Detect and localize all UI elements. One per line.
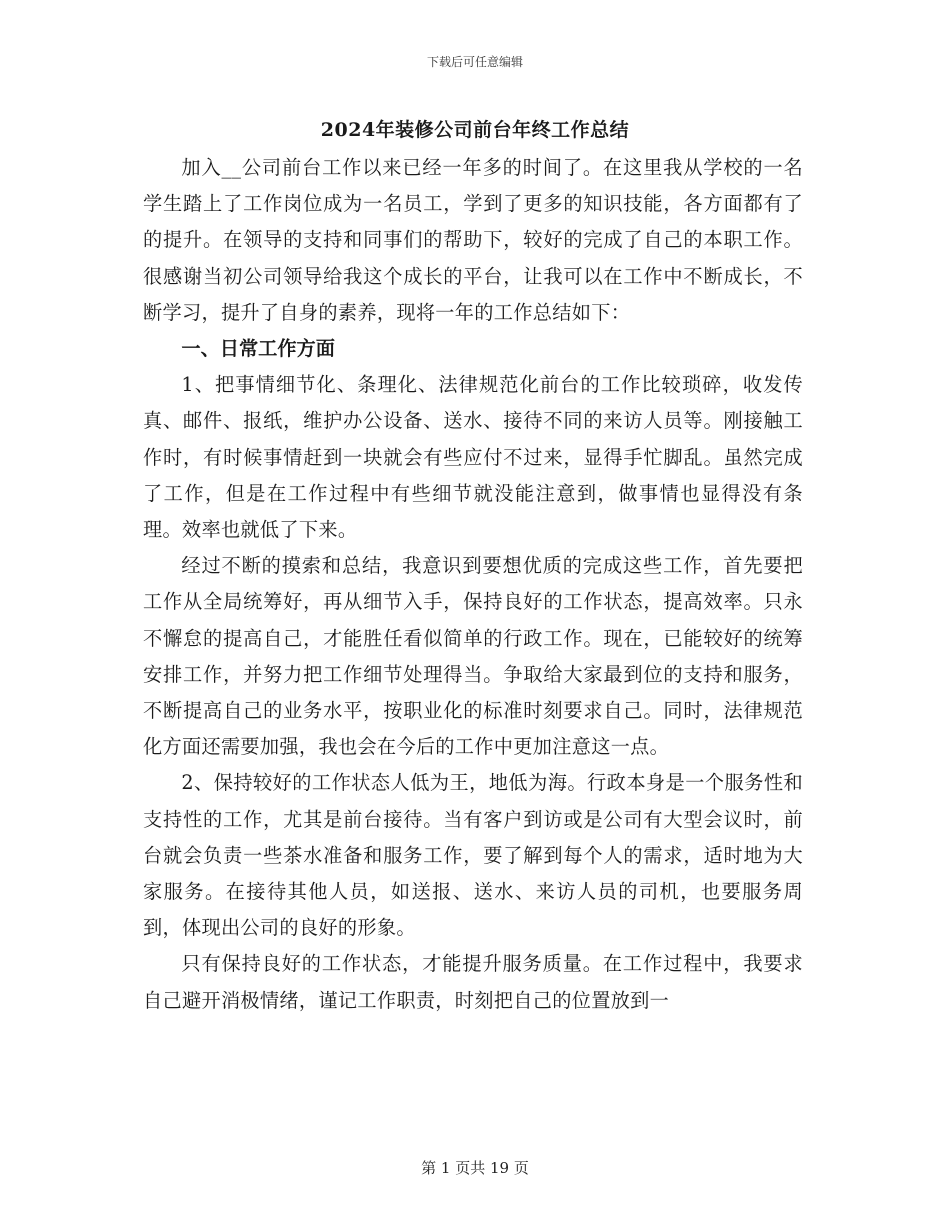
document-title: 2024年装修公司前台年终工作总结: [320, 119, 630, 141]
paragraph-service-quality: 只有保持良好的工作状态，才能提升服务质量。在工作过程中，我要求自己避开消极情绪，谨记工作职责，时刻把自己的位置放到一: [143, 952, 803, 1012]
paragraph-work-state: 2、保持较好的工作状态人低为王，地低为海。行政本身是一个服务性和支持性的工作，尤其是前台接待。当有客户到访或是公司有大型会议时，前台就会负责一些茶水准备和服务工作，要了解到每个人的需求，适时地为大家服务。在接待其他人员，如送报、送水、来访人员的司机，也要服务周到，体现出公司的良好的形象。: [143, 771, 803, 940]
paragraph-intro: 加入__公司前台工作以来已经一年多的时间了。在这里我从学校的一名学生踏上了工作岗位成为一名员工，学到了更多的知识技能，各方面都有了的提升。在领导的支持和同事们的帮助下，较好的完成了自己的本职工作。很感谢当初公司领导给我这个成长的平台，让我可以在工作中不断成长，不断学习，提升了自身的素养，现将一年的工作总结如下：: [143, 156, 803, 324]
paragraph-summary-improvement: 经过不断的摸索和总结，我意识到要想优质的完成这些工作，首先要把工作从全局统筹好，再从细节入手，保持良好的工作状态，提高效率。只永不懈怠的提高自己，才能胜任看似简单的行政工作。现在，已能较好的统筹安排工作，并努力把工作细节处理得当。争取给大家最到位的支持和服务，不断提高自己的业务水平，按职业化的标准时刻要求自己。同时，法律规范化方面还需要加强，我也会在今后的工作中更加注意这一点。: [143, 554, 803, 759]
paragraph-detail-organization: 1、把事情细节化、条理化、法律规范化前台的工作比较琐碎，收发传真、邮件、报纸，维护办公设备、送水、接待不同的来访人员等。刚接触工作时，有时候事情赶到一块就会有些应付不过来，显得手忙脚乱。虽然完成了工作，但是在工作过程中有些细节就没能注意到，做事情也显得没有条理。效率也就低了下来。: [143, 373, 803, 542]
page-number: 第 1 页共 19 页: [421, 1159, 529, 1177]
header-note: 下载后可任意编辑: [426, 55, 523, 69]
document-body: [143, 150, 803, 1019]
section-heading-daily-work: 一、日常工作方面: [181, 337, 335, 361]
